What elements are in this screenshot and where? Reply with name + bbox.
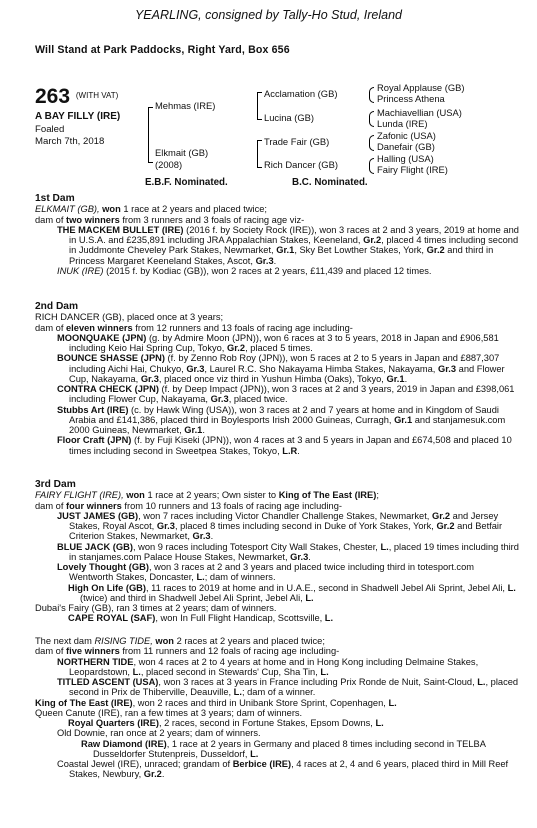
winners-count: eleven winners: [66, 322, 133, 333]
second-dam-produce: [35, 323, 519, 333]
second-dam-heading: 2nd Dam: [35, 301, 79, 312]
grade: L.: [388, 697, 397, 708]
text: dam of: [35, 214, 67, 225]
grade: Gr.2: [426, 245, 445, 256]
text: dam of: [35, 322, 67, 333]
horse-name: Berbice (IRE): [232, 759, 292, 769]
grade: Gr.3: [255, 255, 274, 266]
grade: Gr.3: [192, 531, 211, 542]
text: from 3 runners and 3 foals of racing age viz-: [119, 214, 305, 225]
text: from 11 runners and 12 foals of racing age including-: [119, 646, 340, 657]
grade: Gr.2: [436, 521, 455, 531]
text: (twice) and third in Shadwell Jebel Ali Sprint, Jebel Ali,: [80, 592, 306, 603]
pedigree-bracket-main: [148, 107, 153, 163]
text: , won 3 races at 3 years in France including Prix Ronde de Nuit, Saint-Cloud,: [158, 677, 478, 687]
dam-name: ELKMAIT (GB),: [35, 204, 100, 215]
text: .: [161, 769, 165, 780]
produce-entry: Old Downie, ran once at 2 years; dam of winners.: [57, 728, 261, 739]
bracket-sd: [369, 111, 374, 127]
text: Coastal Jewel (IRE), unraced; grandam of: [57, 759, 233, 769]
grade: Gr.3: [210, 394, 229, 405]
produce-entry: [35, 353, 519, 384]
text: and third in Princess Margaret Keeneland Stakes, Ascot,: [69, 245, 494, 266]
produce-entry: [35, 333, 519, 354]
foaled-date: March 7th, 2018: [35, 136, 105, 147]
pedigree-dss: Zafonic (USA): [377, 130, 436, 141]
text: , Laurel R.C. Sho Nakayama Himba Stakes, Nakayama,: [204, 363, 438, 374]
pedigree-ssd: Princess Athena: [377, 93, 445, 104]
pedigree-ddd: Fairy Flight (IRE): [377, 164, 448, 175]
produce-entry: [35, 739, 519, 760]
produce-entry: [35, 583, 519, 604]
horse-name: King of The East (IRE): [35, 697, 133, 708]
grade: Gr.2: [363, 235, 382, 245]
horse-name: Royal Quarters (IRE): [68, 718, 159, 728]
grade: Gr.2: [143, 769, 162, 780]
produce-entry: [35, 677, 519, 698]
text: and Jersey Stakes, Royal Ascot,: [69, 510, 499, 531]
pedigree-dsd: Danefair (GB): [377, 141, 435, 152]
pedigree-ds: Trade Fair (GB): [264, 136, 330, 147]
next-dam-section: [35, 636, 519, 780]
second-dam-section: [35, 302, 519, 456]
won-label: won: [123, 490, 145, 501]
horse-name: BLUE JACK (GB): [57, 541, 133, 552]
text: (2015 f. by Kodiac (GB)), won 2 races at 2 years, £11,439 and placed 12 times.: [103, 265, 432, 276]
pedigree-sss: Royal Applause (GB): [377, 82, 465, 93]
horse-name: Stubbs Art (IRE): [57, 404, 129, 415]
horse-name: BOUNCE SHASSE (JPN): [57, 353, 165, 364]
grade: Gr.3: [156, 521, 175, 531]
text: ; dam of winners.: [204, 572, 276, 583]
horse-name: TITLED ASCENT (USA): [57, 677, 159, 687]
text: (f. by Fuji Kiseki (JPN)), won 4 races at 3 and 5 years in Japan and £674,508 and placed 10 times including second in Sweetpea Stakes, Tokyo,: [69, 435, 512, 456]
text: , placed second in Prix de Thiberville, Deauville,: [69, 677, 519, 698]
grade: L.: [324, 613, 334, 624]
grade: L.: [375, 718, 384, 728]
grade: Gr.3: [186, 363, 205, 374]
text: , won 4 races at 2 to 4 years at home and in Hong Kong including Delmaine Stakes, Leopardstown,: [69, 656, 479, 677]
lot-number: [35, 86, 118, 108]
third-dam-line: [35, 490, 519, 500]
first-dam-produce: [35, 215, 519, 225]
text: , 11 races to 2019 at home and in U.A.E., second in Shadwell Jebel Ali Sprint, Jebel Ali,: [145, 582, 508, 593]
grade: Gr.1: [184, 425, 203, 435]
text: , 2 races, second in Fortune Stakes, Epsom Downs,: [158, 718, 376, 728]
text: , won 7 races including Victor Chandler Challenge Stakes, Newmarket,: [138, 510, 432, 521]
pedigree-bracket-dam: [257, 140, 262, 168]
vat-label: (WITH VAT): [75, 90, 119, 100]
next-dam-produce: [35, 646, 519, 656]
text: , won 2 races and third in Unibank Store Sprint, Copenhagen,: [132, 697, 389, 708]
text: , placed 5 times.: [245, 343, 313, 353]
grade: Gr.1: [394, 414, 413, 425]
text: ;: [376, 490, 379, 501]
produce-entry: [35, 384, 519, 405]
produce-entry: [35, 562, 519, 583]
grade: Gr.1: [386, 373, 405, 384]
grade: Gr.3: [290, 551, 309, 562]
text: .: [210, 531, 214, 542]
text: , placed 8 times including second in Duke of York Stakes, York,: [174, 521, 437, 531]
grade: Gr.2: [431, 510, 451, 521]
text: (f. by Deep Impact (JPN)), won 3 races at 2 and 3 years, 2019 in Japan and £398,061 including Flower Cup, Nakayama,: [69, 384, 515, 405]
text: .: [273, 255, 277, 266]
horse-name: NORTHERN TIDE: [57, 656, 134, 667]
pedigree-bracket-sire: [257, 92, 262, 120]
dam-name: FAIRY FLIGHT (IRE),: [35, 490, 124, 501]
text: dam of: [35, 500, 67, 511]
ebf-nomination: E.B.F. Nominated.: [145, 177, 228, 188]
first-dam-line: [35, 204, 519, 214]
grade: L.R: [282, 445, 298, 456]
won-label: won: [99, 204, 121, 215]
horse-name: JUST JAMES (GB): [57, 510, 139, 521]
pedigree-sire: Mehmas (IRE): [155, 100, 216, 111]
third-dam-produce: [35, 501, 519, 511]
text: and stanjamesuk.com 2000 Guineas, Newmarket,: [69, 414, 506, 435]
grade: L.: [320, 666, 329, 677]
grade: L.: [507, 582, 516, 593]
produce-entry: [35, 225, 519, 266]
horse-name: Raw Diamond (IRE): [81, 738, 167, 749]
produce-entry: [35, 613, 519, 623]
text: .: [404, 373, 408, 384]
third-dam-section: [35, 480, 519, 624]
pedigree-sds: Machiavellian (USA): [377, 107, 462, 118]
text: .: [202, 425, 205, 435]
produce-entry: Dubai's Fairy (GB), ran 3 times at 2 years; dam of winners.: [35, 603, 277, 613]
text: .: [297, 445, 300, 456]
produce-entry: [35, 718, 519, 728]
text: , placed once viz third in Yushun Himba (Oaks), Tokyo,: [158, 373, 387, 384]
bracket-dd: [369, 158, 374, 174]
next-dam-line: [35, 636, 519, 646]
horse-name: CAPE ROYAL (SAF): [68, 613, 156, 624]
text: from 12 runners and 13 foals of racing age including-: [132, 322, 353, 333]
grade: L.: [132, 666, 141, 677]
text: , placed second in Stewards' Cup, Sha Tin,: [140, 666, 321, 677]
pedigree-dam-year: (2008): [155, 159, 183, 170]
won-label: won: [152, 636, 174, 646]
produce-entry: [35, 405, 519, 436]
text: and Betfair Criterion Stakes, Newmarket,: [69, 521, 503, 542]
grade: Gr.2: [226, 343, 246, 353]
produce-entry: [35, 759, 519, 780]
produce-entry: [35, 266, 519, 276]
produce-entry: [35, 435, 519, 456]
text: (c. by Hawk Wing (USA)), won 3 races at 2 and 7 years at home and in Kingdom of Saudi Arabia and £141,386, placed third in Boylesports Irish 2000 Guineas, Curragh,: [69, 404, 499, 425]
pedigree-sd: Lucina (GB): [264, 112, 315, 123]
text: , placed 19 times including third in stanjames.com Palace House Stakes, Newmarket,: [69, 541, 519, 562]
second-dam-line: RICH DANCER (GB), placed once at 3 years;: [35, 312, 224, 323]
horse-name: Lovely Thought (GB): [57, 562, 149, 572]
stand-location: Will Stand at Park Paddocks, Right Yard, Box 656: [35, 44, 290, 56]
text: dam of: [35, 646, 67, 657]
text: , 4 races at 2, 4 and 6 years, placed third in Mill Reef Stakes, Newbury,: [69, 759, 509, 780]
grade: Gr.3: [437, 363, 457, 374]
third-dam-heading: 3rd Dam: [35, 479, 76, 490]
grade: L.: [477, 677, 486, 687]
text: 1 race at 2 years; Own sister to: [144, 490, 279, 501]
grade: Gr.1: [276, 245, 295, 256]
text: (g. by Admire Moon (JPN)), won 6 races at 3 to 5 years, 2018 in Japan and £906,581 including Keio Hai Spring Cup, Tokyo,: [69, 332, 499, 353]
horse-name: King of The East (IRE): [278, 490, 377, 501]
grade: L.: [233, 687, 242, 698]
text: (2016 f. by Society Rock (IRE)), won 3 races at 2 and 3 years, 2019 at home and in U.S.A. and £235,891 including JRA Appalachian Stakes, Keeneland,: [69, 224, 519, 245]
produce-entry: [35, 511, 519, 542]
text: , won 3 races at 2 and 3 years and placed twice including third in totesport.com Wentworth Stakes, Doncaster,: [69, 562, 474, 583]
horse-name: MOONQUAKE (JPN): [57, 332, 147, 343]
foaled-label: Foaled: [35, 124, 65, 135]
text: , won In Full Flight Handicap, Scottsville,: [155, 613, 325, 624]
bracket-ds: [369, 135, 374, 151]
winners-count: five winners: [66, 646, 120, 657]
produce-entry: [35, 657, 519, 678]
dam-record: 1 race at 2 years and placed twice;: [120, 204, 268, 215]
consignment-line: YEARLING, consigned by Tally-Ho Stud, Ireland: [134, 8, 403, 22]
produce-entry: [35, 698, 519, 708]
text: , Sky Bet Lowther Stakes, York,: [294, 245, 427, 256]
bracket-ss: [369, 87, 374, 103]
bc-nomination: B.C. Nominated.: [292, 177, 368, 188]
winners-count: two winners: [66, 214, 120, 225]
lot-number-value: 263: [35, 85, 71, 108]
horse-name: INUK (IRE): [57, 265, 104, 276]
horse-name: High On Life (GB): [68, 582, 146, 593]
horse-name: THE MACKEM BULLET (IRE): [57, 224, 184, 235]
produce-entry: Queen Canute (IRE), ran a few times at 3 years; dam of winners.: [35, 707, 303, 718]
text: , won 9 races including Totesport City Wall Stakes, Chester,: [132, 541, 381, 552]
winners-count: four winners: [66, 500, 122, 511]
first-dam-section: [35, 194, 519, 276]
grade: L.: [305, 592, 314, 603]
text: (f. by Zenno Rob Roy (JPN)), won 5 races at 2 to 5 years in Japan and £887,307 including Aichi Hai, Chukyo,: [69, 353, 500, 374]
text: The next dam: [35, 636, 95, 646]
pedigree-ss: Acclamation (GB): [264, 88, 338, 99]
horse-name: Floor Craft (JPN): [57, 435, 132, 446]
text: .: [308, 551, 311, 562]
grade: L.: [250, 748, 259, 759]
dam-name: RISING TIDE,: [94, 636, 153, 646]
horse-name: CONTRA CHECK (JPN): [57, 384, 159, 394]
grade: L.: [196, 572, 205, 583]
text: and Flower Cup, Nakayama,: [69, 363, 505, 384]
pedigree-dam: Elkmait (GB): [155, 147, 209, 158]
horse-name: A BAY FILLY (IRE): [35, 111, 121, 122]
grade: Gr.3: [140, 373, 159, 384]
text: , placed 4 times including second in Juddmonte Cheveley Park Stakes, Newmarket,: [69, 235, 519, 256]
text: 2 races at 2 years and placed twice;: [174, 636, 325, 646]
produce-entry: [35, 542, 519, 563]
text: , placed twice.: [228, 394, 288, 405]
pedigree-dd: Rich Dancer (GB): [264, 159, 338, 170]
text: ; dam of a winner.: [241, 687, 316, 698]
pedigree-dds: Halling (USA): [377, 153, 434, 164]
pedigree-sdd: Lunda (IRE): [377, 118, 428, 129]
text: , 1 race at 2 years in Germany and placed 8 times including second in TELBA Dusseldorfer Stutenpreis, Dusseldorf,: [93, 738, 486, 759]
first-dam-heading: 1st Dam: [35, 193, 75, 204]
text: from 10 runners and 13 foals of racing age including-: [121, 500, 342, 511]
grade: L.: [380, 541, 389, 552]
